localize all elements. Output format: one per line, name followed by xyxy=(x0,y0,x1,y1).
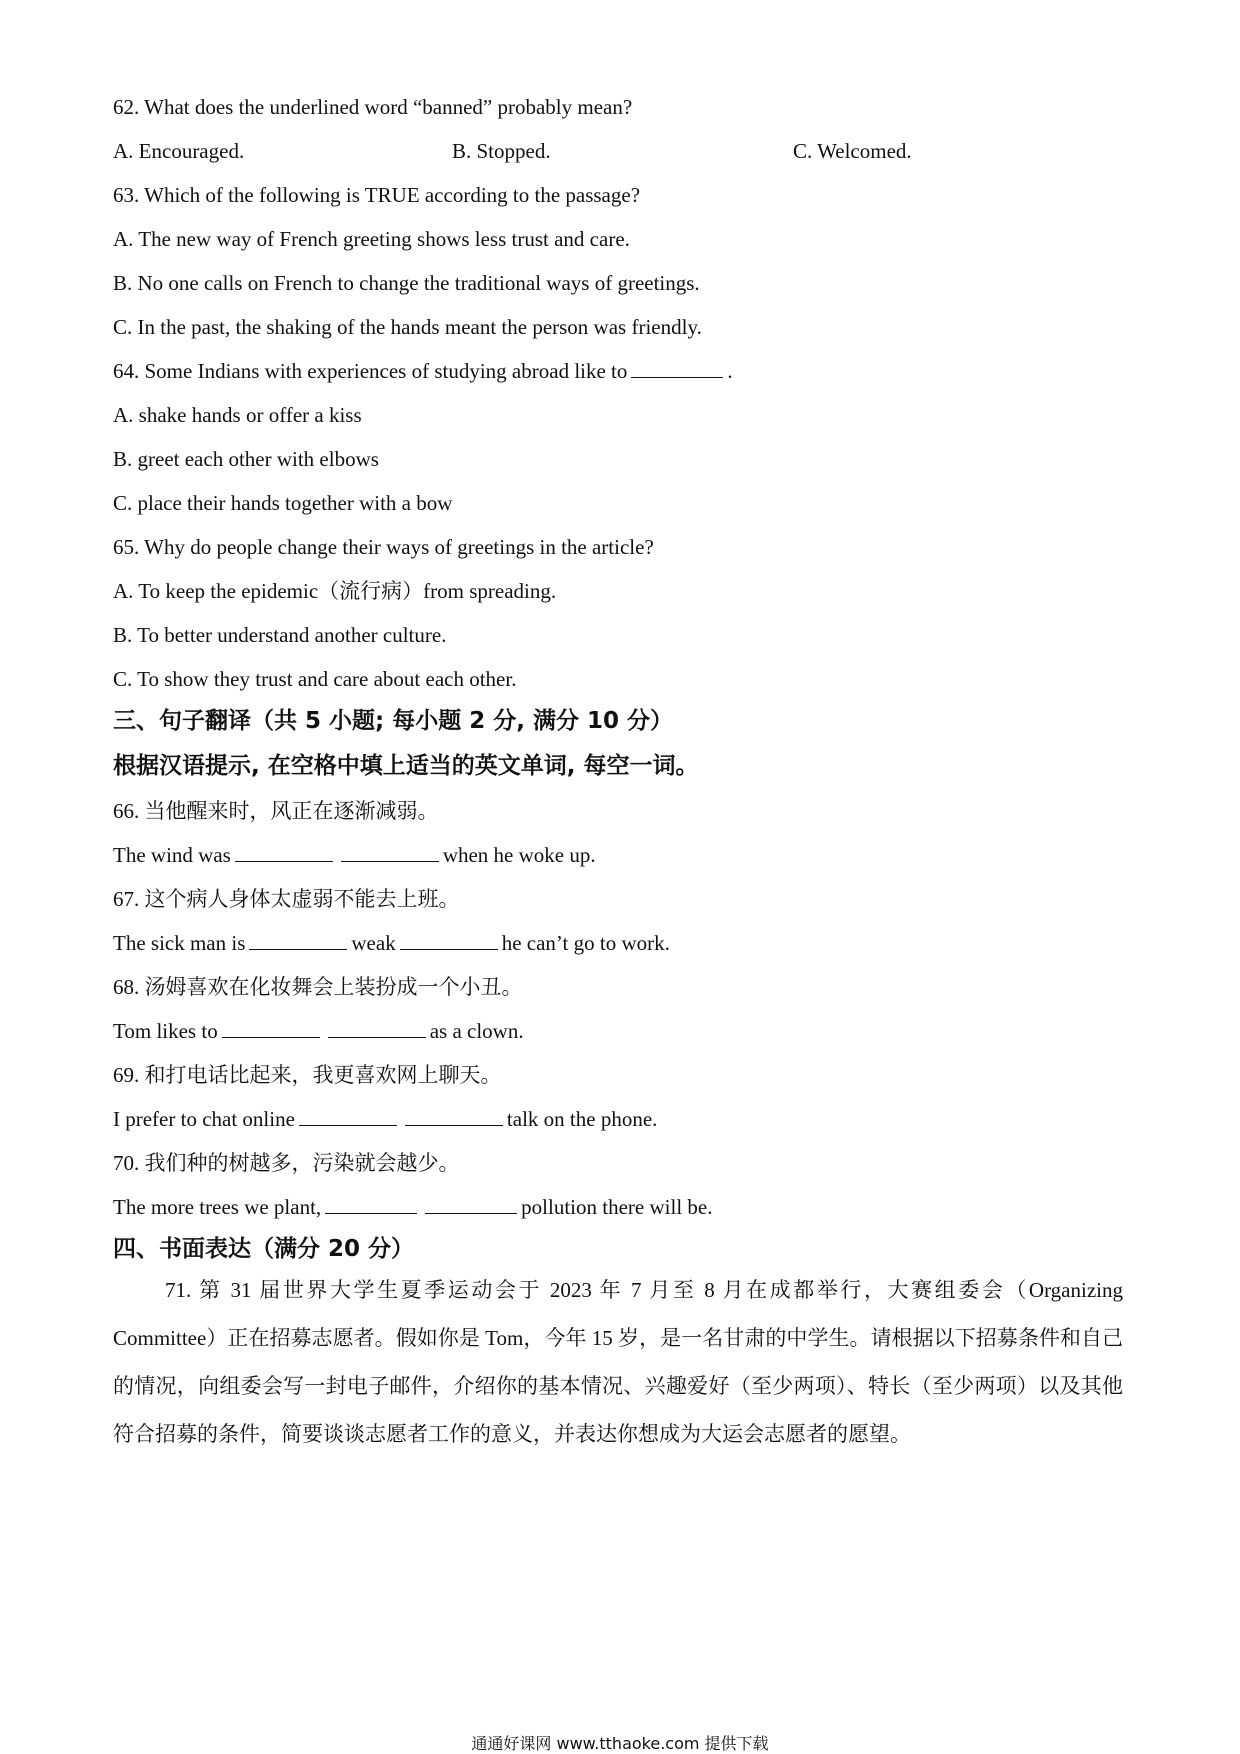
answer-blank xyxy=(328,1019,426,1038)
answer-blank xyxy=(425,1195,517,1214)
q65-option-a: A. To keep the epidemic（流行病）from spreading. xyxy=(113,579,557,603)
q66-chinese: 66. 当他醒来时，风正在逐渐减弱。 xyxy=(113,799,439,823)
answer-blank xyxy=(405,1107,503,1126)
q70-text-start: The more trees we plant, xyxy=(113,1195,322,1219)
q64-option-a: A. shake hands or offer a kiss xyxy=(113,403,362,427)
q64-stem xyxy=(113,358,733,384)
q71-prompt: 71. 第 31 届世界大学生夏季运动会于 2023 年 7 月至 8 月在成都举行，大赛组委会（Organizing Committee）正在招募志愿者。假如你是 Tom，今年 15 岁，是一名甘肃的中学生。请根据以下招募条件和自己的情况，向组委会写一封电子邮件，介绍你的基本情况、兴趣爱好（至少两项）、特长（至少两项）以及其他符合招募的条件，简要谈谈志愿者工作的意义，并表达你想成为大运会志愿者的愿望。 xyxy=(113,1278,1123,1446)
q67-chinese: 67. 这个病人身体太虚弱不能去上班。 xyxy=(113,887,460,911)
q65-stem: 65. Why do people change their ways of greetings in the article? xyxy=(113,535,654,559)
q66-sentence xyxy=(113,842,596,868)
q64-stem-text: 64. Some Indians with experiences of studying abroad like to xyxy=(113,359,628,383)
q69-sentence xyxy=(113,1106,657,1132)
answer-blank xyxy=(249,931,347,950)
q62-option-c: C. Welcomed. xyxy=(793,139,912,163)
q69-chinese: 69. 和打电话比起来，我更喜欢网上聊天。 xyxy=(113,1063,502,1087)
page-footer: 通通好课网 www.tthaoke.com 提供下载 xyxy=(471,1734,769,1753)
q62-option-a: A. Encouraged. xyxy=(113,139,245,163)
q67-sentence xyxy=(113,930,670,956)
q65-option-c: C. To show they trust and care about each other. xyxy=(113,667,517,691)
q68-sentence xyxy=(113,1018,524,1044)
section3-instruction: 根据汉语提示, 在空格中填上适当的英文单词, 每空一词。 xyxy=(113,753,699,779)
answer-blank xyxy=(235,843,333,862)
answer-blank xyxy=(325,1195,417,1214)
q68-chinese: 68. 汤姆喜欢在化妆舞会上装扮成一个小丑。 xyxy=(113,975,523,999)
q62-stem: 62. What does the underlined word “banned” probably mean? xyxy=(113,95,633,119)
q62-option-b: B. Stopped. xyxy=(452,139,551,163)
q63-option-b: B. No one calls on French to change the traditional ways of greetings. xyxy=(113,271,700,295)
q69-text-end: talk on the phone. xyxy=(506,1107,658,1131)
q69-text-start: I prefer to chat online xyxy=(113,1107,295,1131)
q63-stem: 63. Which of the following is TRUE according to the passage? xyxy=(113,183,641,207)
q66-text-start: The wind was xyxy=(113,843,231,867)
answer-blank xyxy=(400,931,498,950)
answer-blank xyxy=(341,843,439,862)
q65-option-b: B. To better understand another culture. xyxy=(113,623,447,647)
q63-option-a: A. The new way of French greeting shows less trust and care. xyxy=(113,227,630,251)
q67-text-start: The sick man is xyxy=(113,931,246,955)
answer-blank xyxy=(631,359,723,378)
q64-stem-end: . xyxy=(727,359,733,383)
answer-blank xyxy=(299,1107,397,1126)
q66-text-end: when he woke up. xyxy=(442,843,596,867)
q67-text-mid: weak xyxy=(351,931,396,955)
section3-title: 三、句子翻译（共 5 小题; 每小题 2 分, 满分 10 分） xyxy=(113,708,674,734)
answer-blank xyxy=(222,1019,320,1038)
q68-text-end: as a clown. xyxy=(429,1019,524,1043)
q70-sentence xyxy=(113,1194,712,1220)
q68-text-start: Tom likes to xyxy=(113,1019,218,1043)
q63-option-c: C. In the past, the shaking of the hands meant the person was friendly. xyxy=(113,315,702,339)
section4-title: 四、书面表达（满分 20 分） xyxy=(113,1236,415,1262)
q70-chinese: 70. 我们种的树越多，污染就会越少。 xyxy=(113,1151,460,1175)
q70-text-end: pollution there will be. xyxy=(521,1195,713,1219)
q64-option-c: C. place their hands together with a bow xyxy=(113,491,453,515)
q64-option-b: B. greet each other with elbows xyxy=(113,447,379,471)
q67-text-end: he can’t go to work. xyxy=(501,931,670,955)
